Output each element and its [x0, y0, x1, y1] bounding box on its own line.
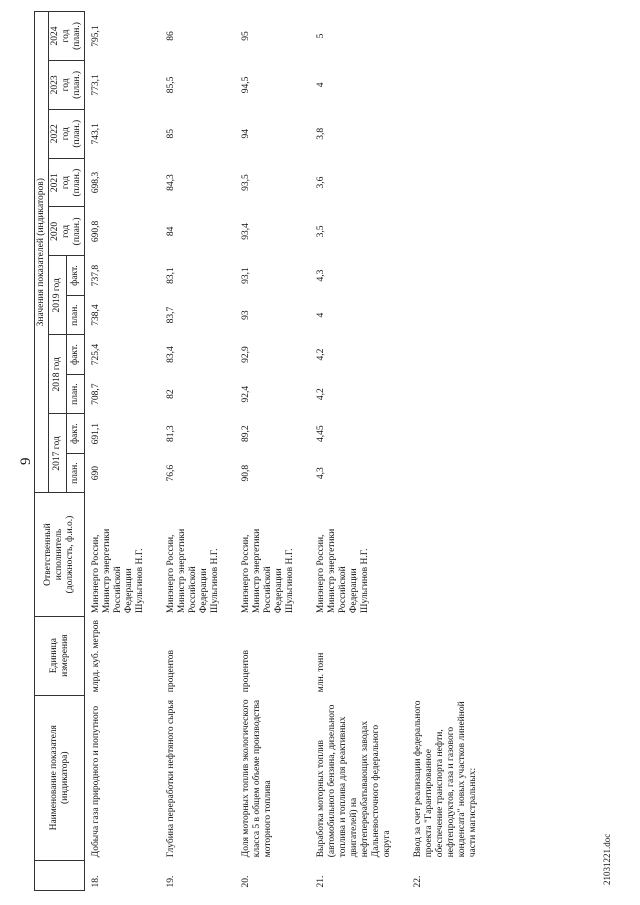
value-cell: 4	[316, 82, 326, 88]
header-responsible	[35, 493, 85, 616]
value-cell: 93,5	[241, 174, 251, 191]
value-cell	[407, 158, 493, 207]
header-fact: факт.	[67, 414, 85, 454]
value-cell: 85,5	[166, 76, 176, 94]
responsible	[160, 493, 235, 616]
value-cell	[407, 61, 493, 110]
value-cell: 737,8	[91, 264, 101, 287]
value-cell: 83,4	[166, 346, 176, 363]
responsible-line: Федерации	[124, 568, 134, 614]
responsible-line: Министр энергетики	[177, 528, 187, 614]
header-plan: план.	[67, 295, 85, 335]
unit: процентов	[241, 649, 251, 693]
value-cell: 3,5	[316, 225, 326, 238]
indicator-name: Глубина переработки нефтяного сырья	[166, 699, 176, 858]
footer-filename: 21031221.doc	[602, 833, 612, 885]
header-2023-line: год	[61, 78, 71, 92]
value-cell	[407, 335, 493, 375]
value-cell: 4	[316, 312, 326, 318]
responsible-line: Шульгинов Н.Г.	[285, 548, 295, 614]
header-num	[35, 860, 85, 890]
value-cell	[407, 295, 493, 335]
header-2024-line: год	[61, 29, 71, 43]
responsible	[235, 493, 310, 616]
value-cell	[407, 207, 493, 256]
header-name: Наименование показателя (индикатора)	[35, 695, 85, 860]
value-cell: 5	[316, 33, 326, 39]
value-cell: 90,8	[241, 464, 251, 482]
value-cell	[407, 374, 493, 414]
indicators-table	[34, 11, 493, 891]
responsible-line: Шульгинов Н.Г.	[135, 548, 145, 614]
value-cell: 93	[241, 310, 251, 320]
row-number: 19.	[166, 875, 176, 888]
value-cell: 89,2	[241, 425, 251, 442]
header-responsible-line: (должность, ф.и.о.)	[65, 515, 75, 594]
value-cell: 92,9	[241, 346, 251, 363]
header-year-2018: 2018 год	[49, 335, 67, 414]
value-cell	[407, 414, 493, 454]
unit: процентов	[166, 649, 176, 693]
header-values-title: Значения показателей (индикаторов)	[35, 12, 49, 493]
unit: млн. тонн	[316, 652, 326, 693]
header-fact: факт.	[67, 256, 85, 296]
value-cell: 85	[166, 129, 176, 139]
value-cell: 795,1	[91, 25, 101, 47]
table-row	[310, 12, 407, 891]
responsible-line: Минэнерго России,	[91, 534, 101, 614]
row-number: 22.	[413, 875, 423, 888]
value-cell: 92,4	[241, 385, 251, 403]
responsible	[407, 493, 493, 616]
responsible-line: Шульгинов Н.Г.	[360, 548, 370, 614]
value-cell: 84	[166, 226, 176, 237]
header-2021-line: год	[61, 176, 71, 190]
table-row	[235, 12, 310, 891]
header-responsible-line: Ответственный	[43, 523, 53, 586]
header-year-2023	[49, 61, 85, 110]
value-cell: 93,4	[241, 223, 251, 240]
indicator-name: Ввод за счет реализации федерального проекта "Гарантированное обеспечение транспорта нефти, нефтепродуктов, газа и газового конденсата" новых участков линейной части магистральных:	[413, 700, 478, 858]
value-cell: 690,8	[91, 220, 101, 243]
value-cell	[407, 256, 493, 296]
value-cell: 93,1	[241, 267, 251, 284]
header-2022-line: (план.)	[72, 119, 82, 148]
value-cell: 4,2	[316, 348, 326, 361]
responsible-line: Российской	[113, 566, 123, 614]
value-cell: 3,6	[316, 176, 326, 189]
header-year-2021	[49, 158, 85, 207]
indicator-name: Выработка моторных топлив (автомобильного бензина, дизельного топлива и топлива для реактивных двигателей) на нефтеперерабатывающих заводах Дальневосточного федерального округа	[316, 704, 392, 858]
value-cell: 4,3	[316, 269, 326, 282]
value-cell	[407, 109, 493, 158]
header-2023-line: (план.)	[72, 71, 82, 99]
header-2022-line: 2022	[50, 124, 60, 144]
responsible	[85, 493, 161, 616]
value-cell: 83,1	[166, 267, 176, 284]
table-row	[407, 12, 493, 891]
header-2024-line: 2024	[50, 26, 60, 46]
value-cell	[407, 12, 493, 61]
value-cell: 4,2	[316, 388, 326, 401]
header-2021-line: (план.)	[72, 168, 82, 197]
value-cell: 738,4	[91, 304, 101, 326]
unit	[407, 616, 493, 695]
header-2021-line: 2021	[50, 173, 60, 193]
responsible-line: Минэнерго России,	[241, 534, 251, 614]
header-responsible-line: исполнитель	[54, 528, 64, 581]
header-year-2017: 2017 год	[49, 414, 67, 493]
value-cell: 691,1	[91, 422, 101, 445]
value-cell: 94,5	[241, 76, 251, 94]
value-cell: 82	[166, 389, 176, 399]
table-row	[160, 12, 235, 891]
responsible-line: Министр энергетики	[252, 528, 262, 614]
responsible-line: Министр энергетики	[102, 528, 112, 614]
header-year-2020	[49, 207, 85, 256]
page-number: 9	[18, 457, 34, 465]
value-cell: 773,1	[91, 74, 101, 96]
header-2020-line: (план.)	[72, 217, 82, 246]
header-2024-line: (план.)	[72, 22, 82, 50]
value-cell: 698,3	[91, 171, 101, 194]
table-header	[35, 12, 85, 891]
value-cell	[407, 453, 493, 493]
value-cell: 4,45	[316, 425, 326, 442]
value-cell: 95	[241, 31, 251, 41]
header-year-2022	[49, 109, 85, 158]
table-row	[85, 12, 161, 891]
header-2020-line: 2020	[50, 221, 60, 241]
responsible-line: Российской	[263, 566, 273, 614]
responsible-line: Федерации	[349, 568, 359, 614]
value-cell: 708,7	[91, 383, 101, 405]
header-unit: Единица измерения	[35, 616, 85, 695]
header-year-2024	[49, 12, 85, 61]
responsible-line: Российской	[338, 566, 348, 614]
value-cell: 86	[166, 31, 176, 41]
header-2023-line: 2023	[50, 75, 60, 95]
indicator-name: Доля моторных топлив экологического класса 5 в общем объеме производства моторного топлива	[241, 699, 273, 858]
header-plan: план.	[67, 374, 85, 414]
value-cell: 690	[91, 466, 101, 481]
row-number: 20.	[241, 875, 251, 888]
value-cell: 4,3	[316, 467, 326, 480]
table-body	[85, 12, 494, 891]
value-cell: 81,3	[166, 425, 176, 442]
responsible-line: Министр энергетики	[327, 528, 337, 614]
header-2020-line: год	[61, 224, 71, 238]
header-fact: факт.	[67, 335, 85, 375]
value-cell: 3,8	[316, 127, 326, 140]
header-plan: план.	[67, 453, 85, 493]
row-number: 21.	[316, 875, 326, 888]
responsible-line: Минэнерго России,	[316, 534, 326, 614]
header-2022-line: год	[61, 127, 71, 141]
unit: млрд. куб. метров	[91, 620, 101, 693]
responsible-line: Шульгинов Н.Г.	[210, 548, 220, 614]
value-cell: 83,7	[166, 306, 176, 324]
responsible-line: Российской	[188, 566, 198, 614]
value-cell: 743,1	[91, 123, 101, 145]
value-cell: 94	[241, 129, 251, 139]
header-year-2019: 2019 год	[49, 256, 67, 335]
value-cell: 76,6	[166, 464, 176, 482]
value-cell: 725,4	[91, 343, 101, 366]
value-cell: 84,3	[166, 174, 176, 191]
responsible-line: Минэнерго России,	[166, 534, 176, 614]
row-number: 18.	[91, 875, 101, 888]
responsible	[310, 493, 407, 616]
indicator-name: Добыча газа природного и попутного	[91, 705, 101, 858]
responsible-line: Федерации	[274, 568, 284, 614]
responsible-line: Федерации	[199, 568, 209, 614]
